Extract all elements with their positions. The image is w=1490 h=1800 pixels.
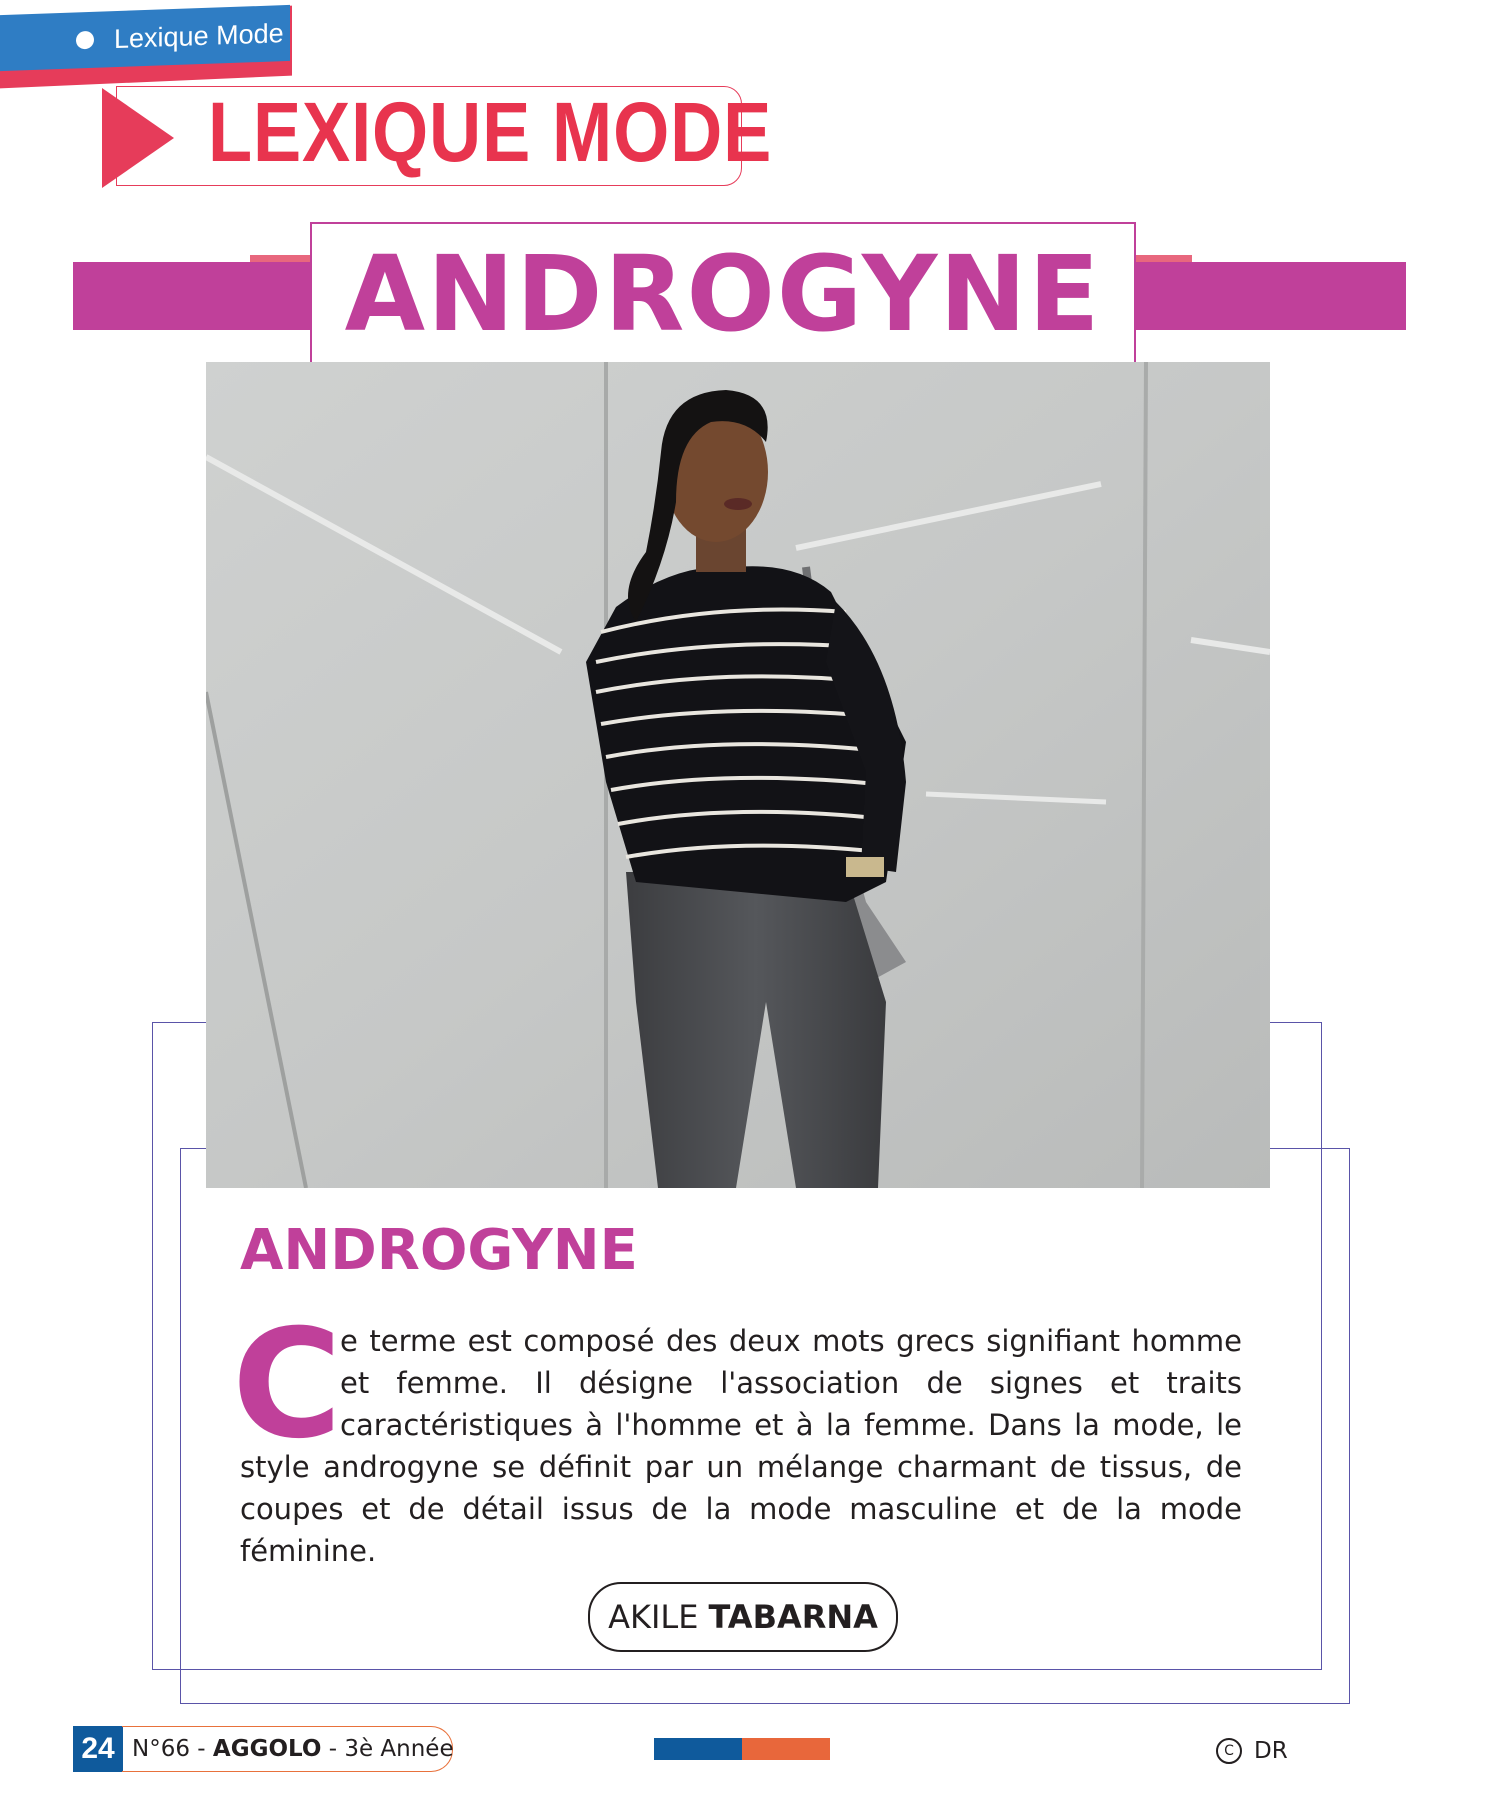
author-last-name: TABARNA xyxy=(708,1598,878,1636)
issue-info xyxy=(122,1726,453,1772)
article-body-text: e terme est composé des deux mots grecs signifiant homme et femme. Il désigne l'association de signes et traits caractéristiques à l'homme et à la femme. Dans la mode, le style androgyne se définit par un mélange charmant de tissus, de coupes et de détail issus de la mode masculine et de la mode féminine. xyxy=(240,1324,1242,1568)
banner-bar-left xyxy=(73,262,313,330)
article-body xyxy=(240,1320,1242,1572)
section-tag-label: Lexique Mode xyxy=(114,17,284,54)
banner-accent-left xyxy=(250,255,310,262)
copyright-icon: C xyxy=(1216,1738,1242,1764)
drop-cap: C xyxy=(232,1298,343,1472)
bullet-dot-icon xyxy=(76,31,94,50)
footer-stripe-orange xyxy=(742,1738,830,1760)
issue-number: N°66 - xyxy=(132,1736,206,1762)
credit-text: DR xyxy=(1254,1738,1288,1764)
author-badge xyxy=(588,1582,898,1652)
magazine-brand: AGGOLO xyxy=(212,1736,322,1762)
banner-accent-right xyxy=(1132,255,1192,262)
article-title: ANDROGYNE xyxy=(240,1218,638,1283)
play-triangle-icon xyxy=(102,88,174,188)
banner-bar-right xyxy=(1132,262,1406,330)
photo-credit xyxy=(1216,1738,1288,1764)
author-first-name: AKILE xyxy=(608,1598,699,1636)
header-title: LEXIQUE MODE xyxy=(208,84,773,179)
section-tag xyxy=(0,5,290,71)
page-number: 24 xyxy=(73,1726,123,1772)
issue-year: - 3è Année xyxy=(328,1736,454,1762)
banner-title: ANDROGYNE xyxy=(344,233,1102,355)
banner-box xyxy=(310,222,1136,366)
fashion-photo xyxy=(206,362,1270,1188)
footer-stripe-blue xyxy=(654,1738,742,1760)
